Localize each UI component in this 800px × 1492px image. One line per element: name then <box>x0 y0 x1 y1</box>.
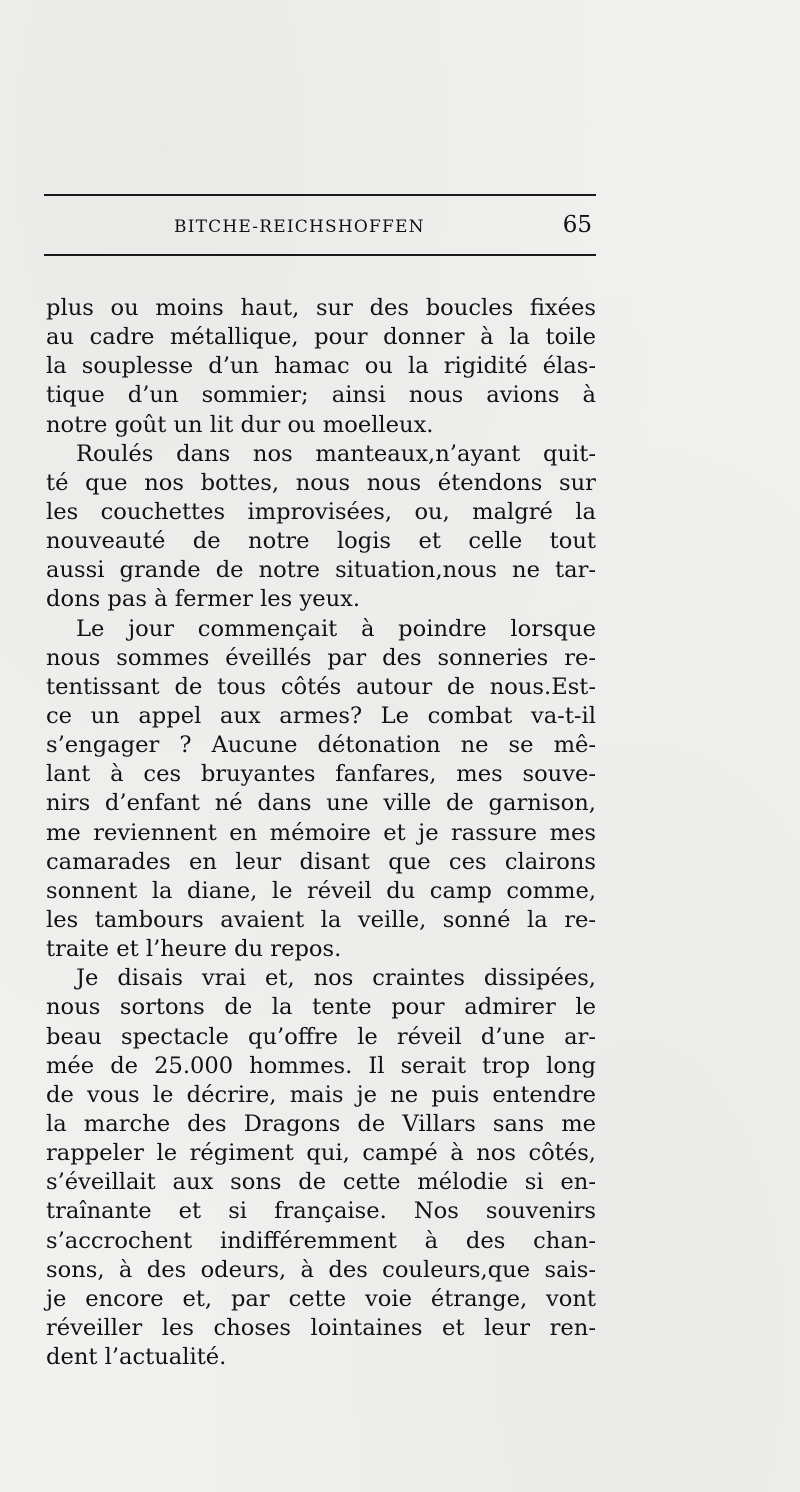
text-line: beau spectacle qu’offre le réveil d’une ar- <box>46 1023 596 1050</box>
text-line: plus ou moins haut, sur des boucles fixées <box>46 295 596 321</box>
paragraph <box>46 440 596 615</box>
text-line: me reviennent en mémoire et je rassure mes <box>46 819 596 846</box>
header-bottom-rule <box>44 254 596 256</box>
running-head: BITCHE-REICHSHOFFEN <box>174 217 425 237</box>
text-line: Roulés dans nos manteaux,n’ayant quit- <box>76 440 596 467</box>
paragraph <box>46 615 596 965</box>
text-line: s’éveillait aux sons de cette mélodie si en- <box>46 1169 596 1196</box>
text-line: lant à ces bruyantes fanfares, mes souve- <box>46 761 596 788</box>
text-line: au cadre métallique, pour donner à la toile <box>46 324 596 351</box>
text-line: la souplesse d’un hamac ou la rigidité élas- <box>46 353 596 380</box>
text-line: camarades en leur disant que ces clairons <box>46 848 596 875</box>
text-line: nirs d’enfant né dans une ville de garnison, <box>46 790 596 817</box>
text-line: ce un appel aux armes? Le combat va-t-il <box>46 702 596 729</box>
paragraph <box>46 964 596 1372</box>
page-number: 65 <box>562 212 592 238</box>
text-line: je encore et, par cette voie étrange, vont <box>46 1285 596 1312</box>
text-line: les couchettes improvisées, ou, malgré la <box>46 498 596 525</box>
text-line: s’engager ? Aucune détonation ne se mê- <box>46 732 596 759</box>
text-line: tique d’un sommier; ainsi nous avions à <box>46 382 596 409</box>
text-line: traînante et si française. Nos souvenirs <box>46 1198 596 1225</box>
text-line: de vous le décrire, mais je ne puis entendre <box>46 1081 596 1108</box>
text-line: nous sortons de la tente pour admirer le <box>46 994 596 1021</box>
text-line: sonnent la diane, le réveil du camp comme, <box>46 877 596 904</box>
page-header <box>44 211 596 245</box>
text-line: Je disais vrai et, nos craintes dissipées, <box>76 965 596 992</box>
text-line: traite et l’heure du repos. <box>46 936 342 963</box>
text-line: nous sommes éveillés par des sonneries re- <box>46 644 596 671</box>
text-line: les tambours avaient la veille, sonné la re- <box>46 906 596 933</box>
text-line: nouveauté de notre logis et celle tout <box>46 528 596 555</box>
text-line: s’accrochent indifféremment à des chan- <box>46 1227 596 1254</box>
header-top-rule <box>44 194 596 196</box>
text-line: la marche des Dragons de Villars sans me <box>46 1110 596 1137</box>
text-line: sons, à des odeurs, à des couleurs,que sais- <box>46 1256 596 1283</box>
text-line: mée de 25.000 hommes. Il serait trop long <box>46 1052 596 1079</box>
paragraph <box>46 294 596 440</box>
text-line: rappeler le régiment qui, campé à nos côtés, <box>46 1140 596 1167</box>
body-text <box>46 294 596 1372</box>
text-line: tentissant de tous côtés autour de nous.Est- <box>46 673 596 700</box>
text-line: aussi grande de notre situation,nous ne tar- <box>46 557 596 584</box>
text-line: dent l’actualité. <box>46 1344 227 1371</box>
text-line: dons pas à fermer les yeux. <box>46 586 361 613</box>
text-line: notre goût un lit dur ou moelleux. <box>46 411 434 438</box>
text-line: té que nos bottes, nous nous étendons sur <box>46 469 596 496</box>
text-line: réveiller les choses lointaines et leur ren- <box>46 1314 596 1341</box>
text-line: Le jour commençait à poindre lorsque <box>76 615 596 642</box>
